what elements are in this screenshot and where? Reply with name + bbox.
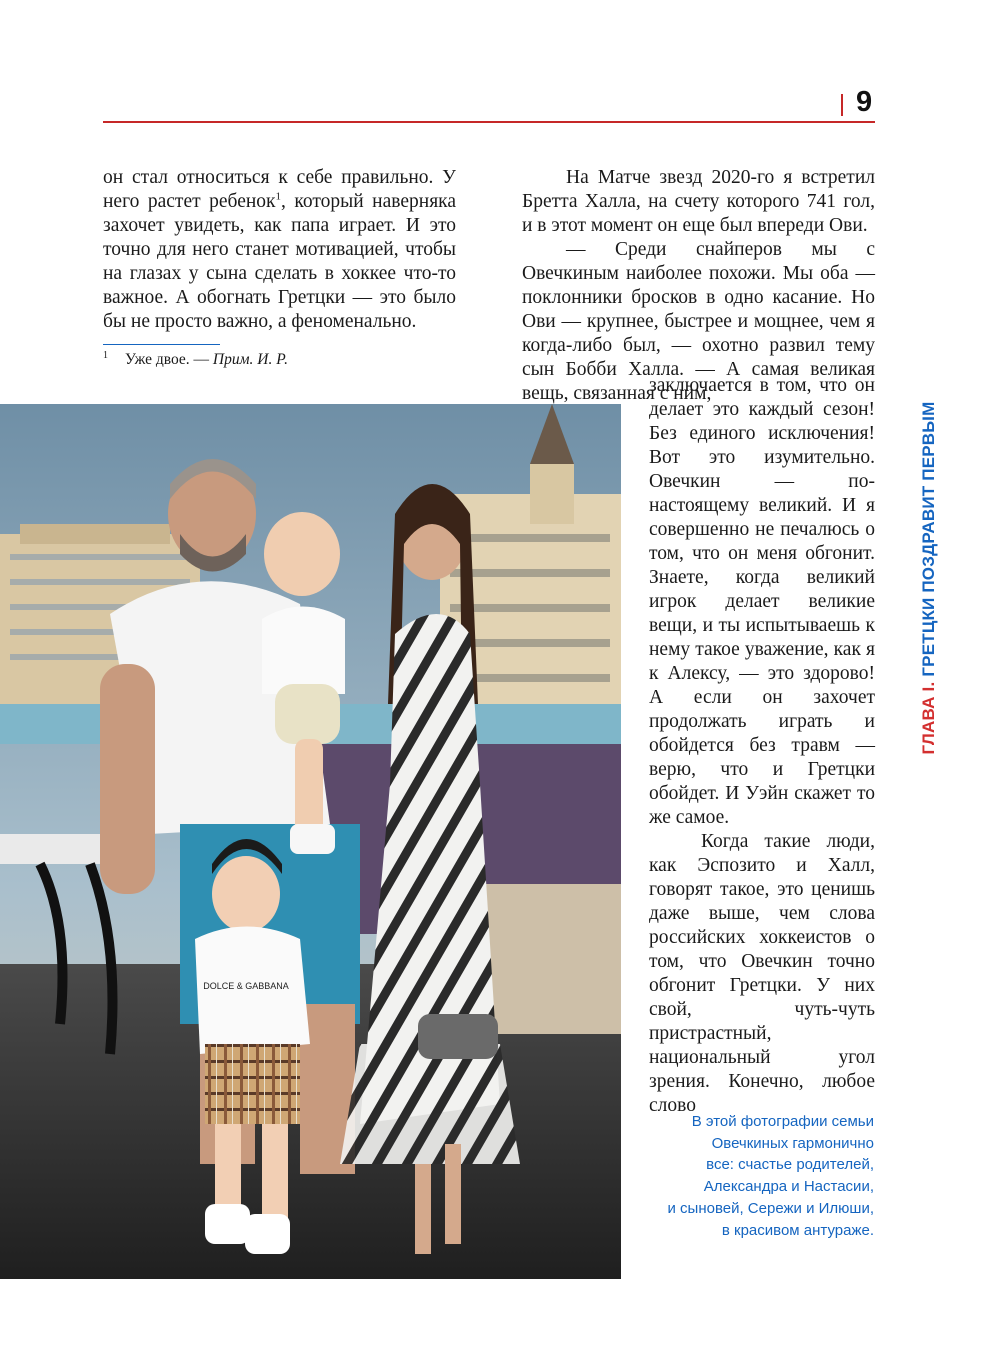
caption-line: в красивом антураже. — [721, 1221, 874, 1239]
left-text-part2: , который наверняка захочет увидеть, как папа играет. И это точно для него станет мотивацией, чтобы на глазах у сына сделать в хоккее что-то важное. А обогнать Гретцки — это было бы не просто важно, а феноменально. — [103, 191, 457, 332]
page-header — [103, 84, 875, 124]
left-paragraph — [103, 166, 456, 334]
left-column-text — [103, 166, 456, 334]
footnote-attribution: Прим. И. Р. — [212, 351, 288, 368]
left-text-part1: он стал относиться к себе правильно. У него растет ребенок — [103, 167, 456, 212]
page-number-separator — [841, 94, 843, 116]
caption-line: В этой фотографии семьи — [691, 1113, 874, 1130]
caption-line: все: счастье родителей, — [706, 1156, 874, 1174]
footnote-text: Уже двое. — — [125, 351, 213, 368]
right-column-top — [522, 166, 875, 406]
footnote-reference[interactable]: 1 — [275, 190, 282, 203]
caption-line: Александра и Настасии, — [703, 1178, 874, 1196]
footnote: 1 Уже двое. — Прим. И. Р. — [103, 349, 288, 368]
chapter-running-head — [917, 401, 941, 755]
chapter-title: ГРЕТЦКИ ПОЗДРАВИТ ПЕРВЫМ — [919, 401, 938, 682]
caption-line: Овечкиных гармонично — [711, 1134, 874, 1152]
family-photo — [0, 404, 621, 1279]
header-rule — [103, 121, 875, 123]
chapter-label — [919, 402, 939, 755]
footnote-rule — [103, 344, 220, 345]
right-paragraph-4: Когда такие люди, как Эспозито и Халл, говорят такое, это ценишь даже выше, чем слова российских хоккеистов о том, что Овечкин точно обгонит Гретцки. У них свой, чуть-чуть пристрастный, национальный угол зрения. Конечно, любое слово — [649, 831, 875, 1116]
right-paragraph-2: — Среди снайперов мы с Овечкиным наиболее похожи. Мы оба — поклонники бросков в одно касание. Но Ови — крупнее, быстрее и мощнее, чем я когда-либо был, — охотно развил тему сын Бобби Халла. — А самая великая вещь, связанная с ним, — [522, 239, 875, 404]
photo-caption — [640, 1111, 874, 1241]
right-paragraph-1: На Матче звезд 2020-го я встретил Бретта Халла, на счету которого 741 гол, и в этот момент он еще был впереди Ови. — [522, 167, 875, 236]
right-paragraph-3: заключается в том, что он делает это каждый сезон! Без единого исключения! Вот это изумительно. Овечкин — по-настоящему великий. И я совершенно не печалюсь о том, что он меня обгонит. Знаете, когда великий игрок делает великие вещи, и ты испытываешь к нему такое уважение, как я к Алексу, — это здорово! А если он захочет продолжать играть и обойдется без травм — верю, что и Гретцки обойдет. И Уэйн скажет то же самое. — [649, 375, 875, 828]
page-number: 9 — [856, 86, 873, 118]
right-column-wrap — [649, 374, 875, 1118]
caption-line: и сыновей, Сережи и Илюши, — [667, 1199, 874, 1217]
shirt-print-text: DOLCE & GABBANA — [203, 981, 289, 991]
chapter-number: ГЛАВА I. — [919, 681, 938, 755]
